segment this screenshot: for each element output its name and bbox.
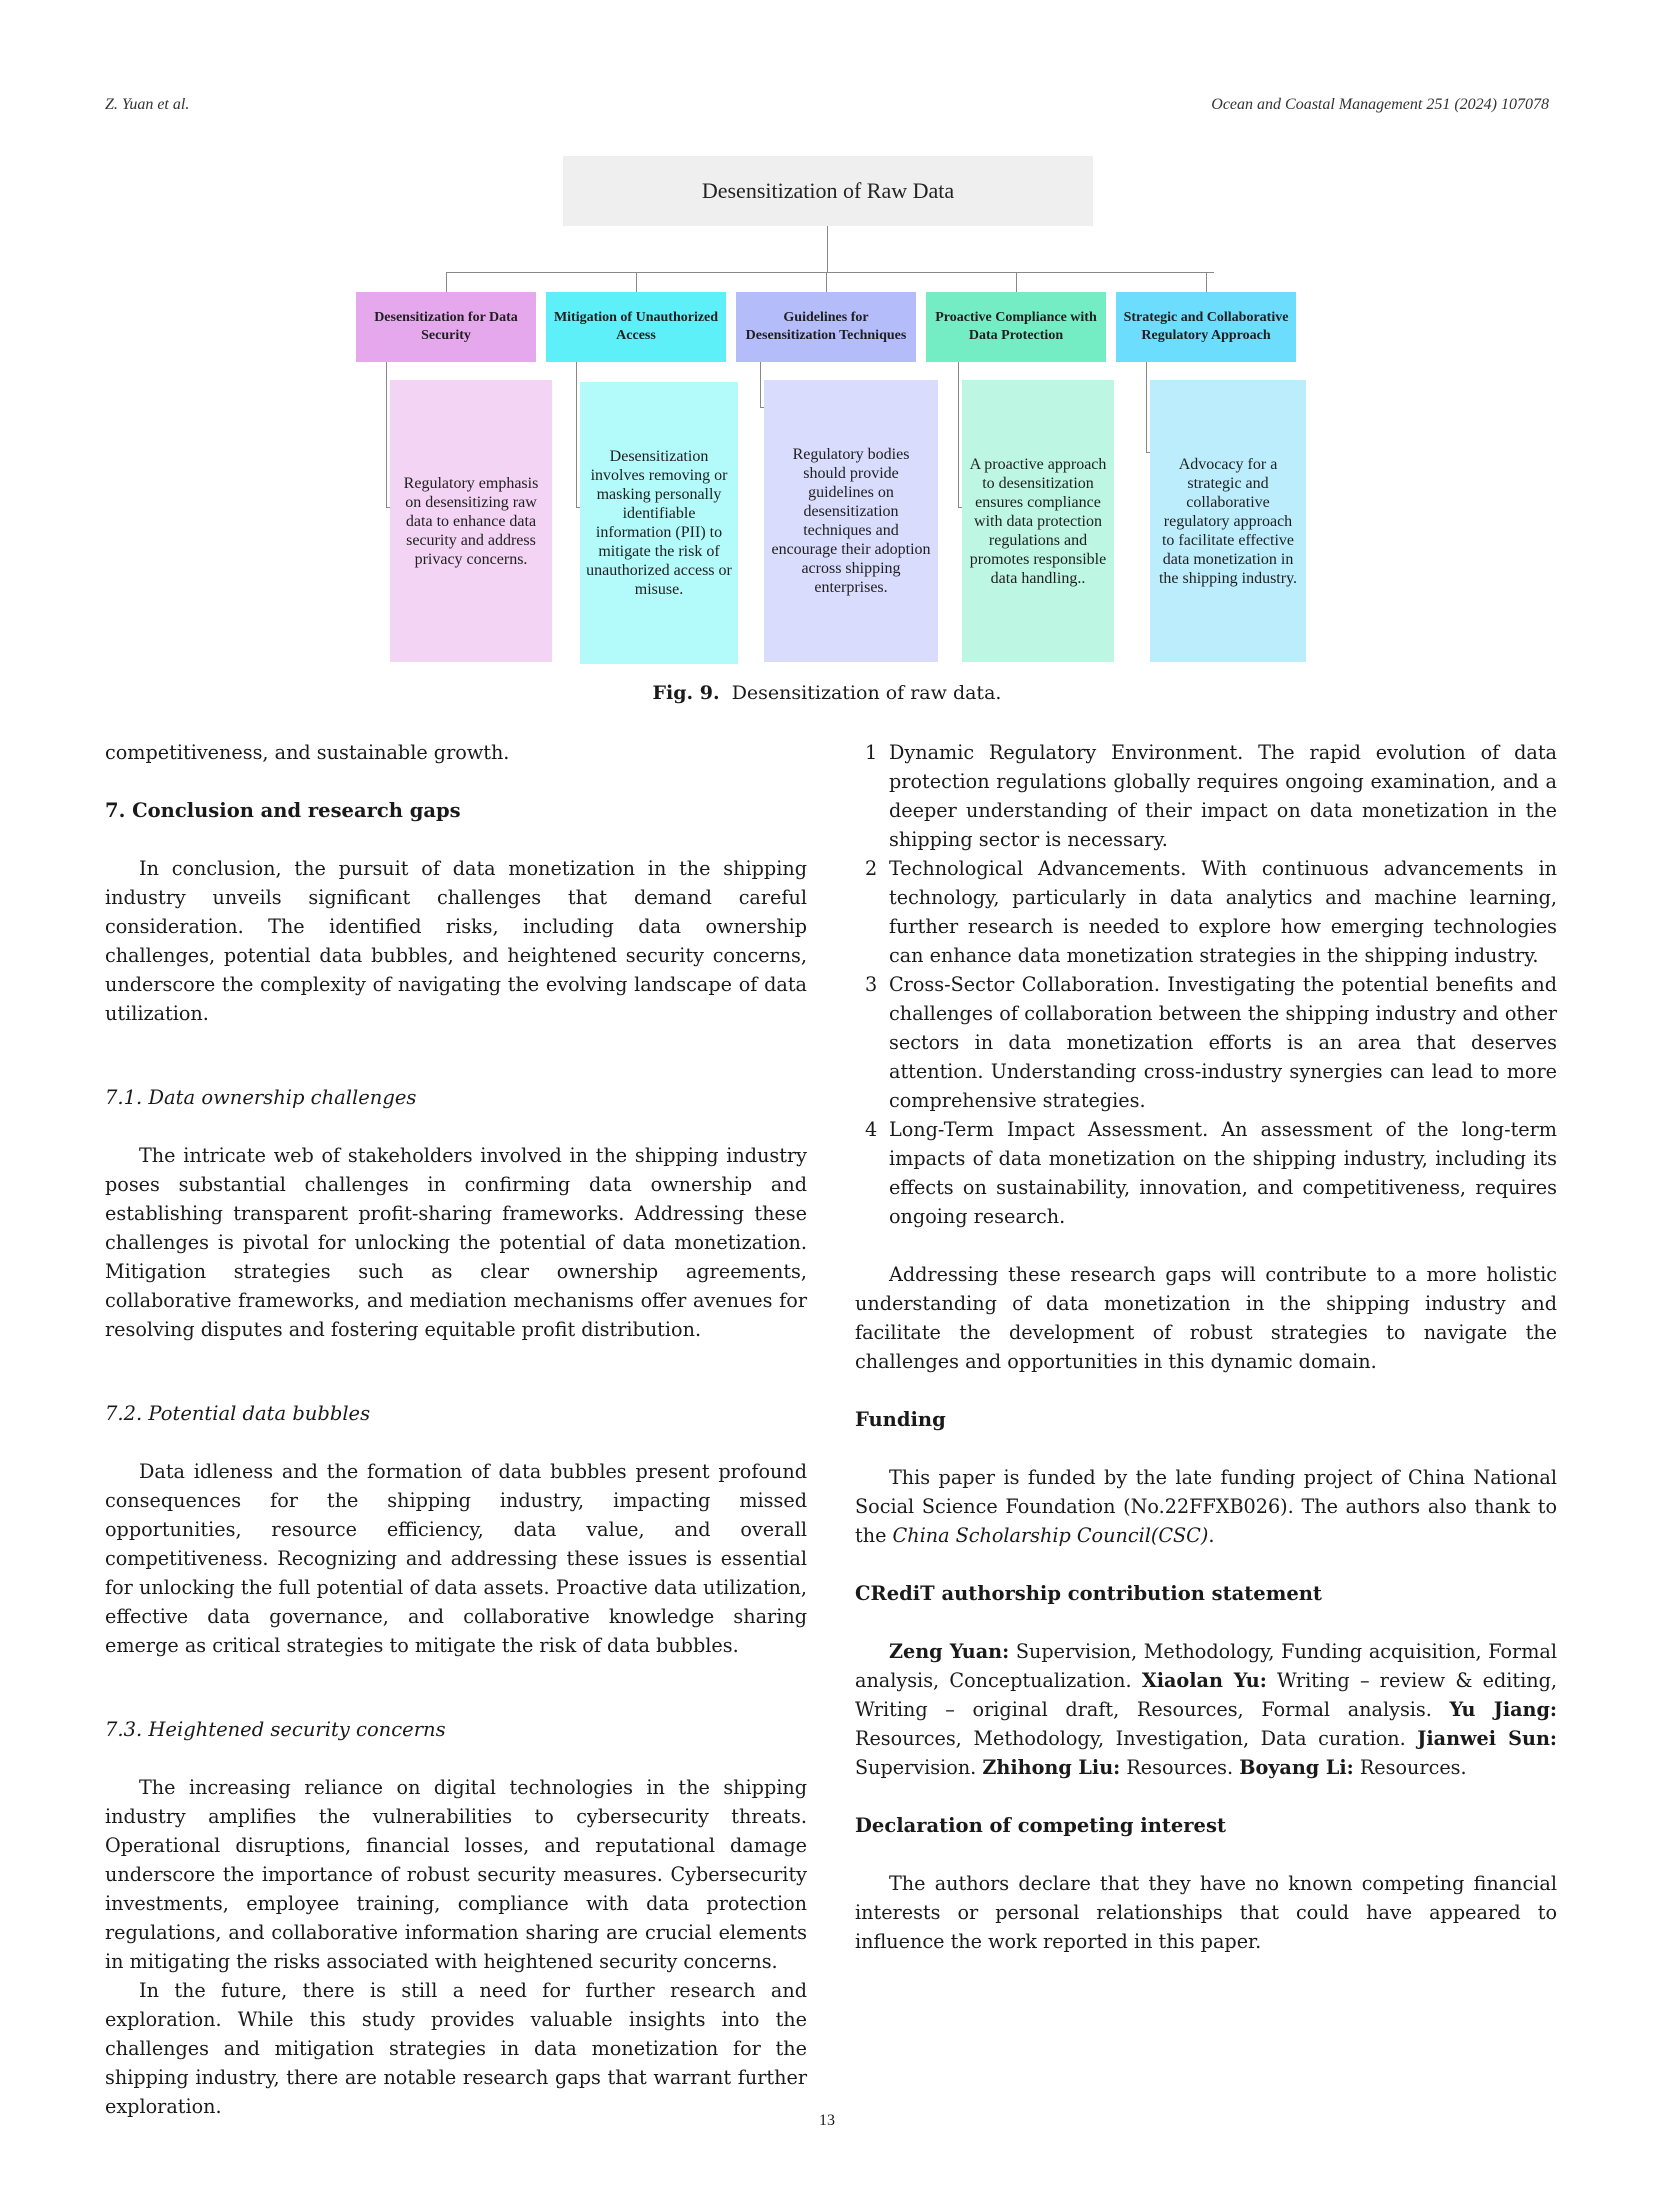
category-node-4: Proactive Compliance with Data Protection (926, 292, 1106, 362)
left-column (105, 738, 807, 2121)
research-gaps-list (855, 738, 1557, 1231)
bracket-5 (1146, 362, 1147, 452)
bracket-1 (386, 362, 387, 507)
description-node-2: Desensitization involves removing or masking personally identifiable information (PII) to mitigate the risk of unauthorized access or misuse. (580, 382, 738, 664)
paragraph-credit: Zeng Yuan: Supervision, Methodology, Funding acquisition, Formal analysis, Conceptualization. Xiaolan Yu: Writing – review & editing, Writing – original draft, Resources, Formal analysis. Yu Jiang: Resources, Methodology, Investigation, Data curation. Jianwei Sun: Supervision. Zhihong Liu: Resources. Boyang Li: Resources. (855, 1640, 1558, 1779)
heading-credit: CRediT authorship contribution statement (855, 1582, 1322, 1605)
connector-drop-1 (446, 272, 447, 292)
paragraph-funding: This paper is funded by the late funding project of China National Social Science Foundation (No.22FFXB026). The authors also thank to the China Scholarship Council(CSC). (855, 1466, 1557, 1547)
category-node-2: Mitigation of Unauthorized Access (546, 292, 726, 362)
paragraph-continuation: competitiveness, and sustainable growth. (105, 741, 510, 764)
heading-declaration: Declaration of competing interest (855, 1814, 1226, 1837)
heading-funding: Funding (855, 1408, 946, 1431)
paragraph-ownership: The intricate web of stakeholders involved in the shipping industry poses substantial challenges in confirming data ownership and establishing transparent profit-sharing frameworks. Addressing these challenges is pivotal for unlocking the potential of data monetization. Mitigation strategies such as clear ownership agreements, collaborative frameworks, and mediation mechanisms offer avenues for resolving disputes and fostering equitable profit distribution. (105, 1144, 807, 1341)
list-item: 2 Technological Advancements. With continuous advancements in technology, particularly in data analytics and machine learning, further research is needed to explore how emerging technologies can enhance data monetization strategies in the shipping industry. (865, 857, 1557, 967)
paragraph-declaration: The authors declare that they have no known competing financial interests or personal relationships that could have appeared to influence the work reported in this paper. (855, 1872, 1557, 1953)
caption-text: Desensitization of raw data. (731, 682, 1002, 704)
connector-drop-3 (826, 272, 827, 292)
figure-caption (0, 682, 1654, 704)
diagram-root-node: Desensitization of Raw Data (563, 156, 1093, 226)
list-item: 4 Long-Term Impact Assessment. An assessment of the long-term impacts of data monetization on the shipping industry, including its effects on sustainability, innovation, and competitiveness, requires ongoing research. (865, 1118, 1557, 1228)
connector-root-down (827, 226, 828, 272)
caption-label: Fig. 9. (652, 682, 720, 704)
connector-drop-5 (1206, 272, 1207, 292)
category-node-1: Desensitization for Data Security (356, 292, 536, 362)
paragraph-future: In the future, there is still a need for further research and exploration. While this study provides valuable insights into the challenges and mitigation strategies in data monetization for the shipping industry, there are notable research gaps that warrant further exploration. (105, 1979, 807, 2118)
right-column (855, 738, 1557, 1956)
running-header-authors: Z. Yuan et al. (105, 96, 190, 113)
subsection-heading-7-1: 7.1. Data ownership challenges (105, 1086, 417, 1109)
description-node-1: Regulatory emphasis on desensitizing raw data to enhance data security and address privacy concerns. (390, 380, 552, 662)
paragraph-conclusion: In conclusion, the pursuit of data monetization in the shipping industry unveils significant challenges that demand careful consideration. The identified risks, including data ownership challenges, potential data bubbles, and heightened security concerns, underscore the complexity of navigating the evolving landscape of data utilization. (105, 857, 807, 1025)
list-item: 3 Cross-Sector Collaboration. Investigating the potential benefits and challenges of collaboration between the shipping industry and other sectors in data monetization efforts is an area that deserves attention. Understanding cross-industry synergies can lead to more comprehensive strategies. (865, 973, 1557, 1112)
paragraph-bubbles: Data idleness and the formation of data bubbles present profound consequences for the shipping industry, impacting missed opportunities, resource efficiency, data value, and overall competitiveness. Recognizing and addressing these issues is essential for unlocking the full potential of data assets. Proactive data utilization, effective data governance, and collaborative knowledge sharing emerge as critical strategies to mitigate the risk of data bubbles. (105, 1460, 807, 1657)
description-node-5: Advocacy for a strategic and collaborative regulatory approach to facilitate effective data monetization in the shipping industry. (1150, 380, 1306, 662)
description-node-3: Regulatory bodies should provide guidelines on desensitization techniques and encourage their adoption across shipping enterprises. (764, 380, 938, 662)
bracket-2 (576, 362, 577, 507)
subsection-heading-7-2: 7.2. Potential data bubbles (105, 1402, 371, 1425)
bracket-4 (958, 362, 959, 507)
bracket-3 (760, 362, 761, 407)
connector-drop-4 (1016, 272, 1017, 292)
page-number: 13 (819, 2112, 835, 2129)
category-node-5: Strategic and Collaborative Regulatory Approach (1116, 292, 1296, 362)
list-item: 1 Dynamic Regulatory Environment. The rapid evolution of data protection regulations globally requires ongoing examination, and a deeper understanding of their impact on data monetization in the shipping sector is necessary. (865, 741, 1557, 851)
category-node-3: Guidelines for Desensitization Techniques (736, 292, 916, 362)
paragraph-security: The increasing reliance on digital technologies in the shipping industry amplifies the vulnerabilities to cybersecurity threats. Operational disruptions, financial losses, and reputational damage underscore the importance of robust security measures. Cybersecurity investments, employee training, compliance with data protection regulations, and collaborative information sharing are crucial elements in mitigating the risks associated with heightened security concerns. (105, 1776, 807, 1973)
connector-drop-2 (636, 272, 637, 292)
figure-desensitization-diagram (0, 150, 1654, 670)
connector-horizontal (446, 272, 1214, 273)
description-node-4: A proactive approach to desensitization ensures compliance with data protection regulations and promotes responsible data handling.. (962, 380, 1114, 662)
section-heading-7: 7. Conclusion and research gaps (105, 799, 461, 822)
paragraph-gaps-summary: Addressing these research gaps will contribute to a more holistic understanding of data monetization in the shipping industry and facilitate the development of robust strategies to navigate the challenges and opportunities in this dynamic domain. (855, 1263, 1557, 1373)
subsection-heading-7-3: 7.3. Heightened security concerns (105, 1718, 446, 1741)
running-header-journal: Ocean and Coastal Management 251 (2024) 107078 (1211, 96, 1549, 113)
